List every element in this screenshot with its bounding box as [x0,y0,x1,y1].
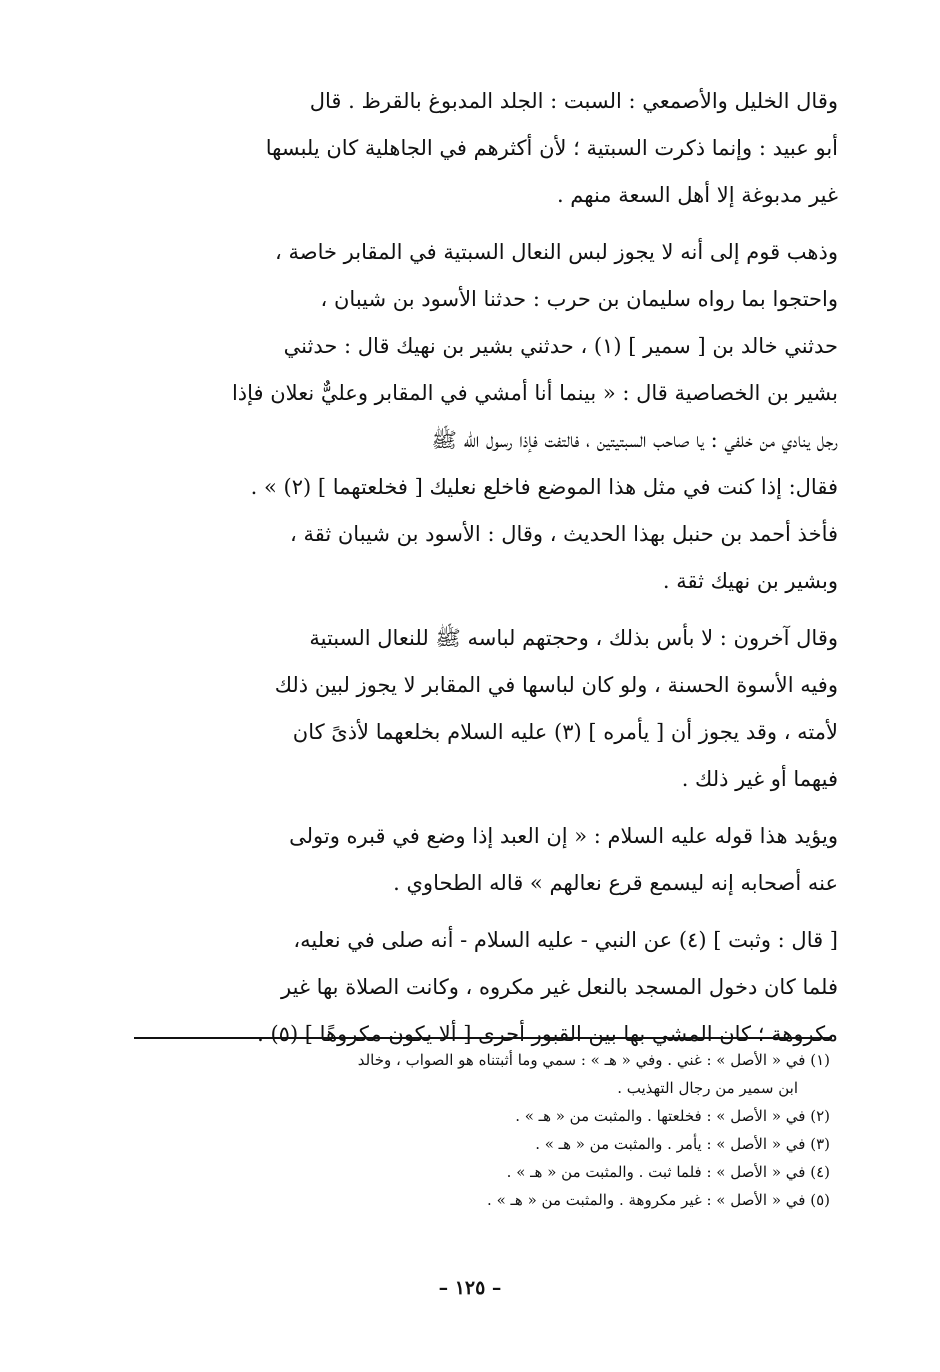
text-line: أبو عبيد : وإنما ذكرت السبتية ؛ لأن أكثرهم في الجاهلية كان يلبسها [265,136,838,160]
paragraph-1 [120,78,838,219]
text-line: فلما كان دخول المسجد بالنعل غير مكروه ، وكانت الصلاة بها غير [281,975,838,999]
main-text [120,78,838,1068]
footnote-4 [130,1158,830,1186]
text-line: وقال آخرون : لا بأس بذلك ، وحجتهم لباسه ﷺ للنعال السبتية [309,626,838,650]
text-line: بشير بن الخصاصية قال : « بينما أنا أمشي في المقابر وعليٌّ نعلان فإذا [231,381,838,405]
text-line: لأمته ، وقد يجوز أن [ يأمره ] (٣) عليه السلام بخلعهما لأذىً كان [292,720,838,744]
footnote-text: (٢) في « الأصل » : فخلعتها . والمثبت من « هـ » . [515,1107,830,1125]
footnote-5 [130,1186,830,1214]
text-line: حدثني خالد بن [ سمير ] (١) ، حدثني بشير بن نهيك قال : حدثني [283,334,838,358]
text-line: مكروهة ؛ كان المشي بها بين القبور أحرى [ ألا يكون مكروهًا ] (٥) . [257,1022,838,1046]
text-line: واحتجوا بما رواه سليمان بن حرب : حدثنا الأسود بن شيبان ، [320,287,838,311]
text-line: وذهب قوم إلى أنه لا يجوز لبس النعال السبتية في المقابر خاصة ، [275,240,838,264]
text-line: غير مدبوغة إلا أهل السعة منهم . [556,183,838,207]
footnotes [130,1046,830,1214]
footnote-continuation: ابن سمير من رجال التهذيب . [617,1079,798,1097]
text-line: ويؤيد هذا قوله عليه السلام : « إن العبد إذا وضع في قبره وتولى [289,824,838,848]
text-line: فقال: إذا كنت في مثل هذا الموضع فاخلع نعليك [ فخلعتهما ] (٢) » . [250,475,838,499]
text-line: وقال الخليل والأصمعي : السبت : الجلد المدبوغ بالقرظ . قال [309,89,838,113]
footnote-text: (٥) في « الأصل » : غير مكروهة . والمثبت من « هـ » . [487,1191,830,1209]
text-line: رجل ينادي من خلفي : يا صاحب السبتيتين ، فالتفت فإذا رسول الله ﷺ [431,428,838,452]
paragraph-4 [120,813,838,907]
paragraph-3 [120,615,838,803]
text-line: عنه أصحابه إنه ليسمع قرع نعالهم » قاله الطحاوي . [393,871,838,895]
footnote-2 [130,1102,830,1130]
footnote-1 [130,1046,830,1102]
footnote-text: (٤) في « الأصل » : فلما ثبت . والمثبت من « هـ » . [506,1163,830,1181]
paragraph-2 [120,229,838,605]
footnote-3 [130,1130,830,1158]
text-line: وفيه الأسوة الحسنة ، ولو كان لباسها في المقابر لا يجوز لبين ذلك [274,673,838,697]
text-line: [ قال : وثبت ] (٤) عن النبي - عليه السلام - أنه صلى في نعليه، [293,928,838,952]
text-line: وبشير بن نهيك ثقة . [662,569,838,593]
footnote-separator [134,1037,832,1039]
footnote-text: (١) في « الأصل » : غني . وفي « هـ » : سمي وما أثبتناه هو الصواب ، وخالد [357,1051,830,1069]
text-line: فيهما أو غير ذلك . [681,767,838,791]
footnote-text: (٣) في « الأصل » : يأمر . والمثبت من « هـ » . [535,1135,830,1153]
page-number: – ١٢٥ – [438,1277,502,1299]
text-line: فأخذ أحمد بن حنبل بهذا الحديث ، وقال : الأسود بن شيبان ثقة ، [290,522,838,546]
